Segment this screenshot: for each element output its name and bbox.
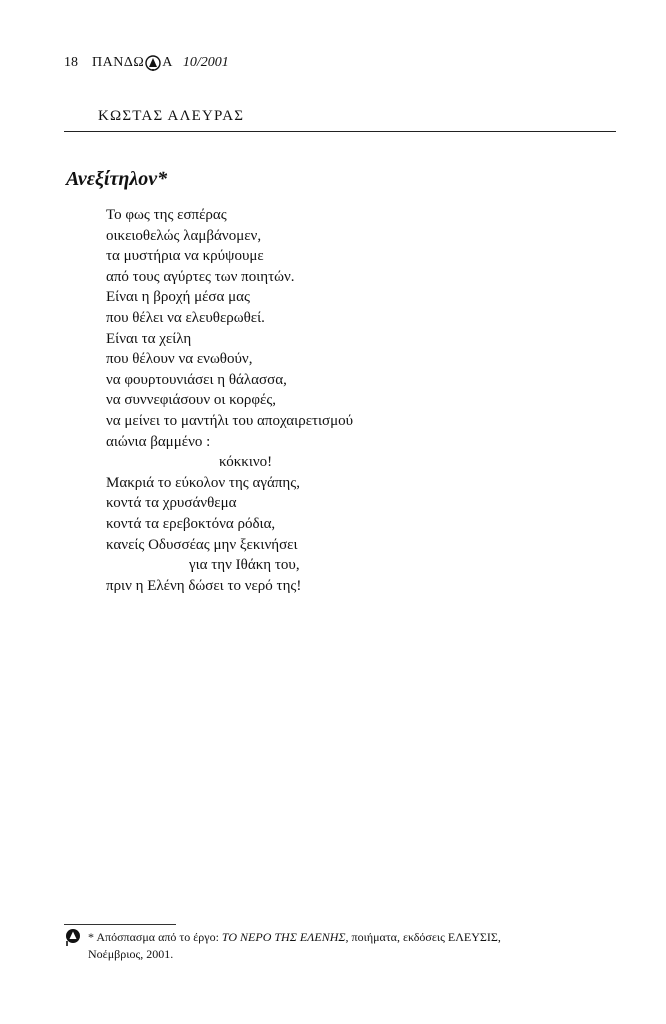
poem-title: Ανεξίτηλον* bbox=[66, 168, 168, 190]
poem-line: αιώνια βαμμένο : bbox=[106, 433, 211, 450]
footnote-work-title: ΤΟ ΝΕΡΟ ΤΗΣ ΕΛΕΝΗΣ, bbox=[221, 930, 349, 944]
poem-line: από τους αγύρτες των ποιητών. bbox=[106, 268, 295, 285]
footnote-date: Νοέμβριος, 2001. bbox=[88, 947, 174, 961]
footnote-divider bbox=[64, 924, 176, 925]
poem-line: οικειοθελώς λαμβάνομεν, bbox=[106, 227, 262, 244]
poem-line: Μακριά το εύκολον της αγάπης, bbox=[106, 474, 300, 491]
poem-line: κόκκινο! bbox=[219, 454, 273, 471]
poem-line: που θέλουν να ενωθούν, bbox=[106, 351, 253, 368]
pandora-seal-icon bbox=[64, 928, 82, 946]
footnote-prefix: * Απόσπασμα από το έργο: bbox=[88, 930, 222, 944]
poem-line: που θέλει να ελευθερωθεί. bbox=[106, 309, 265, 326]
pandora-seal-icon bbox=[145, 55, 161, 71]
poem-line: Το φως της εσπέρας bbox=[106, 207, 227, 223]
poem-line: να φουρτουνιάσει η θάλασσα, bbox=[106, 371, 287, 388]
footnote-suffix: ποιήματα, εκδόσεις ΕΛΕΥΣΙΣ, bbox=[348, 930, 501, 944]
magazine-name bbox=[92, 55, 173, 71]
header-divider bbox=[64, 131, 616, 132]
footnote bbox=[88, 929, 568, 963]
magazine-name-start: ΠΑΝΔΩ bbox=[92, 55, 145, 70]
page-number: 18 bbox=[64, 55, 78, 70]
poem-line: κοντά τα ερεβοκτόνα ρόδια, bbox=[106, 515, 276, 532]
poem-line: για την Ιθάκη του, bbox=[189, 557, 300, 574]
poem-line: κανείς Οδυσσέας μην ξεκινήσει bbox=[106, 536, 298, 553]
poem-line: Είναι η βροχή μέσα μας bbox=[106, 289, 250, 306]
poem-line: Είναι τα χείλη bbox=[106, 330, 192, 347]
author-name: ΚΩΣΤΑΣ ΑΛΕΥΡΑΣ bbox=[98, 108, 245, 124]
poem-line: κοντά τα χρυσάνθεμα bbox=[106, 495, 237, 512]
poem-line: να συννεφιάσουν οι κορφές, bbox=[106, 392, 277, 409]
magazine-name-end: Α bbox=[162, 55, 173, 70]
poem-line: να μείνει το μαντήλι του αποχαιρετισμού bbox=[106, 412, 354, 429]
poem-line: τα μυστήρια να κρύψουμε bbox=[106, 248, 264, 265]
issue-number: 10/2001 bbox=[182, 55, 229, 70]
running-header bbox=[64, 52, 229, 74]
poem-body bbox=[106, 205, 586, 596]
poem-line: πριν η Ελένη δώσει το νερό της! bbox=[106, 577, 302, 594]
